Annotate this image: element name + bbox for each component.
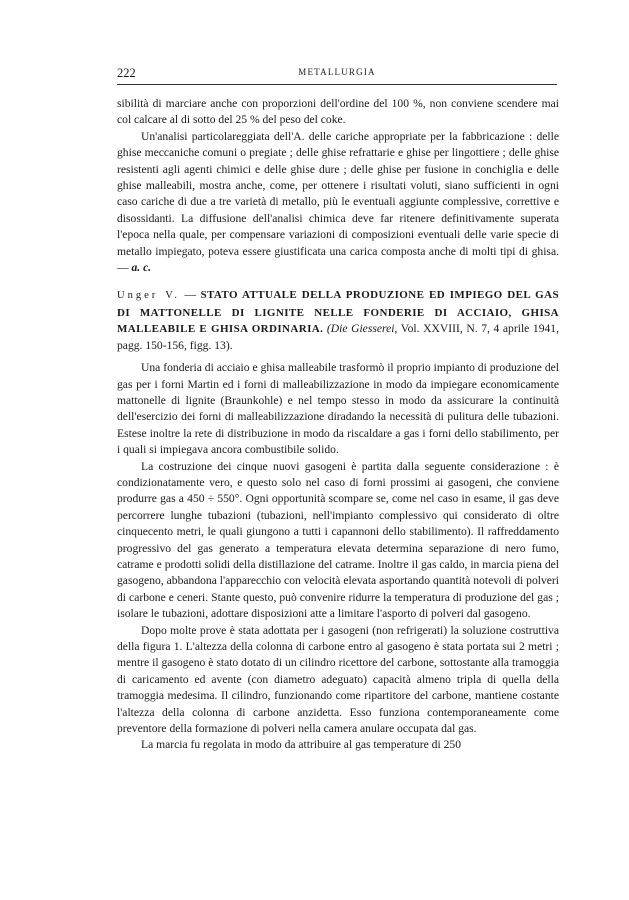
- abstract-dash: —: [180, 288, 201, 302]
- paragraph-2: [117, 129, 559, 277]
- running-title: METALLURGIA: [298, 67, 376, 77]
- body-text: [117, 96, 559, 754]
- paragraph-5: Dopo molte prove è stata adottata per i gasogeni (non refrigerati) la soluzione costruttiva della figura 1. L'altezza della colonna di carbone entro al gasogeno è stata portata sui 2 metri ; mentre il gasogeno è stato dotato di un cilindro ricettore del carbone, sottostante alla tramoggia di caricamento ed avente (con diametro adeguato) capacità almeno tripla di quella della tramoggia medesima. Il cilindro, funzionando come ripartitore del carbone, mantiene costante l'altezza della colonna di carbone anzidetta. Esso funziona contemporaneamente come preventore della formazione di polveri nella camera anulare occupata dal gas.: [117, 623, 559, 736]
- abstract-reference: Vol. XXVIII, N. 7, 4 aprile 1941, pagg. 150-156, figg. 13).: [117, 322, 559, 352]
- paragraph-4: La costruzione dei cinque nuovi gasogeni è partita dalla seguente considerazione : è condizionatamente vero, e questo solo nel caso di forni prossimi ai gasogeni, che conviene produrre gas a 450 ÷ 550°. Ogni opportunità scompare se, come nel caso in esame, il gas deve percorrere lunghe tubazioni (tubazioni, nell'impianto complessivo qui considerato di oltre cinquecento metri, le quali giungono a tutti i capannoni dello stabilimento). Il raffreddamento progressivo del gas generato a temperatura elevata determina separazione di nero fumo, catrame e prodotti solidi della distillazione del catrame. Inoltre il gas caldo, in marcia piena del gasogeno, abbandona l'apparecchio con velocità elevata asportando quantità notevoli di polveri di carbone e ceneri. Stante questo, può convenire ridurre la temperatura di produzione del gas ; isolare le tubazioni, adottare disposizioni atte a limitare l'asporto di polveri dal gasogeno.: [117, 459, 559, 621]
- abstract-heading: [117, 287, 559, 354]
- running-head: [117, 66, 557, 82]
- page-number: 222: [117, 66, 136, 80]
- abstract-title: STATO ATTUALE DELLA PRODUZIONE ED IMPIEGO DEL GAS DI MATTONELLE DI LIGNITE NELLE FONDERIE DI ACCIAIO, GHISA MALLEABILE E GHISA ORDINARIA.: [117, 289, 559, 336]
- abstract-author: Unger V.: [117, 290, 181, 302]
- paragraph-3: Una fonderia di acciaio e ghisa malleabile trasformò il proprio impianto di produzione del gas per i forni Martin ed i forni di malleabilizzazione in modo da impiegare economicamente mattonelle di lignite (Braunkohle) e nel tempo stesso in modo da assicurare la continuità dell'esercizio dei forni di malleabilizzazione diradando la necessità di pulitura delle tubazioni. Estese inoltre la rete di distribuzione in modo da riscaldare a gas i forni dello stabilimento, per i quali si impiegava ancora combustibile solido.: [117, 361, 559, 457]
- header-rule: [117, 84, 557, 85]
- abstract-journal: (Die Giesserei,: [326, 322, 398, 336]
- paragraph-6: La marcia fu regolata in modo da attribuire al gas temperature di 250: [141, 738, 461, 752]
- paragraph-2-text: Un'analisi particolareggiata dell'A. delle cariche appropriate per la fabbricazione : delle ghise meccaniche comuni o pregiate ; delle ghise refrattarie e ghise per lingottiere ; delle ghise resistenti agli agenti chimici e delle ghise dure ; delle ghise per fusione in conchiglia e delle ghise malleabili, mostra anche, come, per ottenere i risultati voluti, siano sufficienti in ogni caso cariche di due a tre varietà di metallo, più le eventuali aggiunte complessive, correttive e disossidanti. La diffusione dell'analisi chimica deve far ritenere definitivamente superata l'epoca nella quale, per compensare variazioni di composizioni eventuali delle varie specie di metallo impiegato, poteva essere giustificata una carica composta anche di molti tipi di ghisa. —: [117, 129, 559, 275]
- author-initials: a. c.: [131, 261, 152, 275]
- paragraph-1: sibilità di marciare anche con proporzioni dell'ordine del 100 %, non conviene scendere mai col calcare al di sotto del 25 % del peso del coke.: [117, 97, 559, 127]
